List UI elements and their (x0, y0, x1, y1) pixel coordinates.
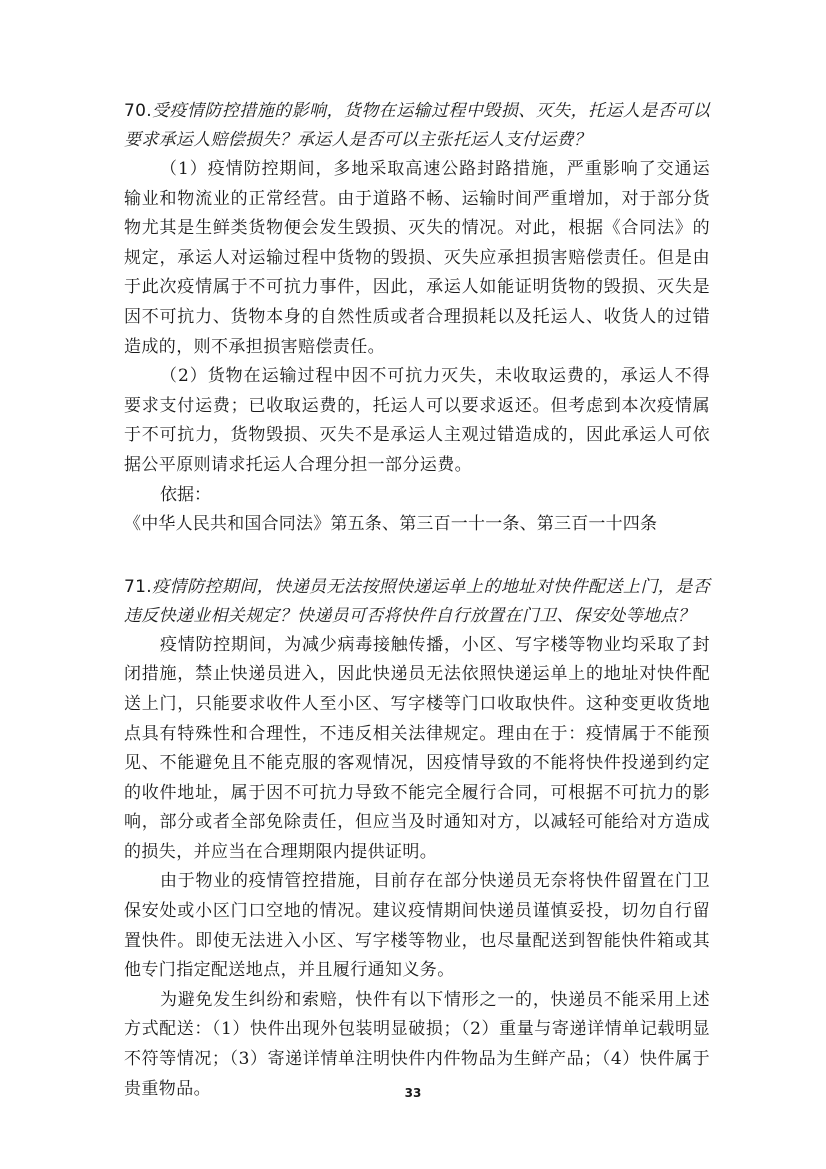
question-70-text: 受疫情防控措施的影响，货物在运输过程中毁损、灭失，托运人是否可以要求承运人赔偿损失？承运人是否可以主张托运人支付运费？ (124, 101, 710, 150)
page-number: 33 (404, 1086, 422, 1100)
section-spacer (124, 540, 710, 573)
question-70-basis-label: 依据： (160, 484, 211, 505)
question-70-paragraph-2: （2）货物在运输过程中因不可抗力灭失，未收取运费的，承运人不得要求支付运费；已收取运费的，托运人可以要求返还。但考虑到本次疫情属于不可抗力，货物毁损、灭失不是承运人主观过错造成的，因此承运人可依据公平原则请求托运人合理分担一部分运费。 (124, 366, 710, 475)
question-71-paragraph-3: 为避免发生纠纷和索赔，快件有以下情形之一的，快递员不能采用上述方式配送：（1）快件出现外包装明显破损；（2）重量与寄递详情单记载明显不符等情况；（3）寄递详情单注明快件内件物品为生鲜产品；（4）快件属于贵重物品。 (124, 989, 710, 1099)
question-71-paragraph-2: 由于物业的疫情管控措施，目前存在部分快递员无奈将快件留置在门卫保安处或小区门口空地的情况。建议疫情期间快递员谨慎妥投，切勿自行留置快件。即使无法进入小区、写字楼等物业，也尽量配送到智能快件箱或其他专门指定配送地点，并且履行通知义务。 (124, 871, 710, 981)
question-71-text: 疫情防控期间，快递员无法按照快递运单上的地址对快件配送上门，是否违反快递业相关规定？快递员可否将快件自行放置在门卫、保安处等地点？ (124, 576, 710, 626)
question-71-title (124, 573, 710, 631)
question-70-number: 70. (124, 101, 152, 121)
question-71-number: 71. (124, 576, 152, 597)
question-70-title (124, 97, 710, 155)
question-70-paragraph-1: （1）疫情防控期间，多地采取高速公路封路措施，严重影响了交通运输业和物流业的正常经营。由于道路不畅、运输时间严重增加，对于部分货物尤其是生鲜类货物便会发生毁损、灭失的情况。对此，根据《合同法》的规定，承运人对运输过程中货物的毁损、灭失应承担损害赔偿责任。但是由于此次疫情属于不可抗力事件，因此，承运人如能证明货物的毁损、灭失是因不可抗力、货物本身的自然性质或者合理损耗以及托运人、收货人的过错造成的，则不承担损害赔偿责任。 (124, 159, 710, 357)
question-71-paragraph-1: 疫情防控期间，为减少病毒接触传播，小区、写字楼等物业均采取了封闭措施，禁止快递员进入，因此快递员无法依照快递运单上的地址对快件配送上门，只能要求收件人至小区、写字楼等门口收取快件。这种变更收货地点具有特殊性和合理性，不违反相关法律规定。理由在于：疫情属于不能预见、不能避免且不能克服的客观情况，因疫情导致的不能将快件投递到约定的收件地址，属于因不可抗力导致不能完全履行合同，可根据不可抗力的影响，部分或者全部免除责任，但应当及时通知对方，以减轻可能给对方造成的损失，并应当在合理期限内提供证明。 (124, 634, 710, 862)
page-content (124, 97, 710, 1104)
question-70-basis-text: 《中华人民共和国合同法》第五条、第三百一十一条、第三百一十四条 (124, 514, 658, 535)
